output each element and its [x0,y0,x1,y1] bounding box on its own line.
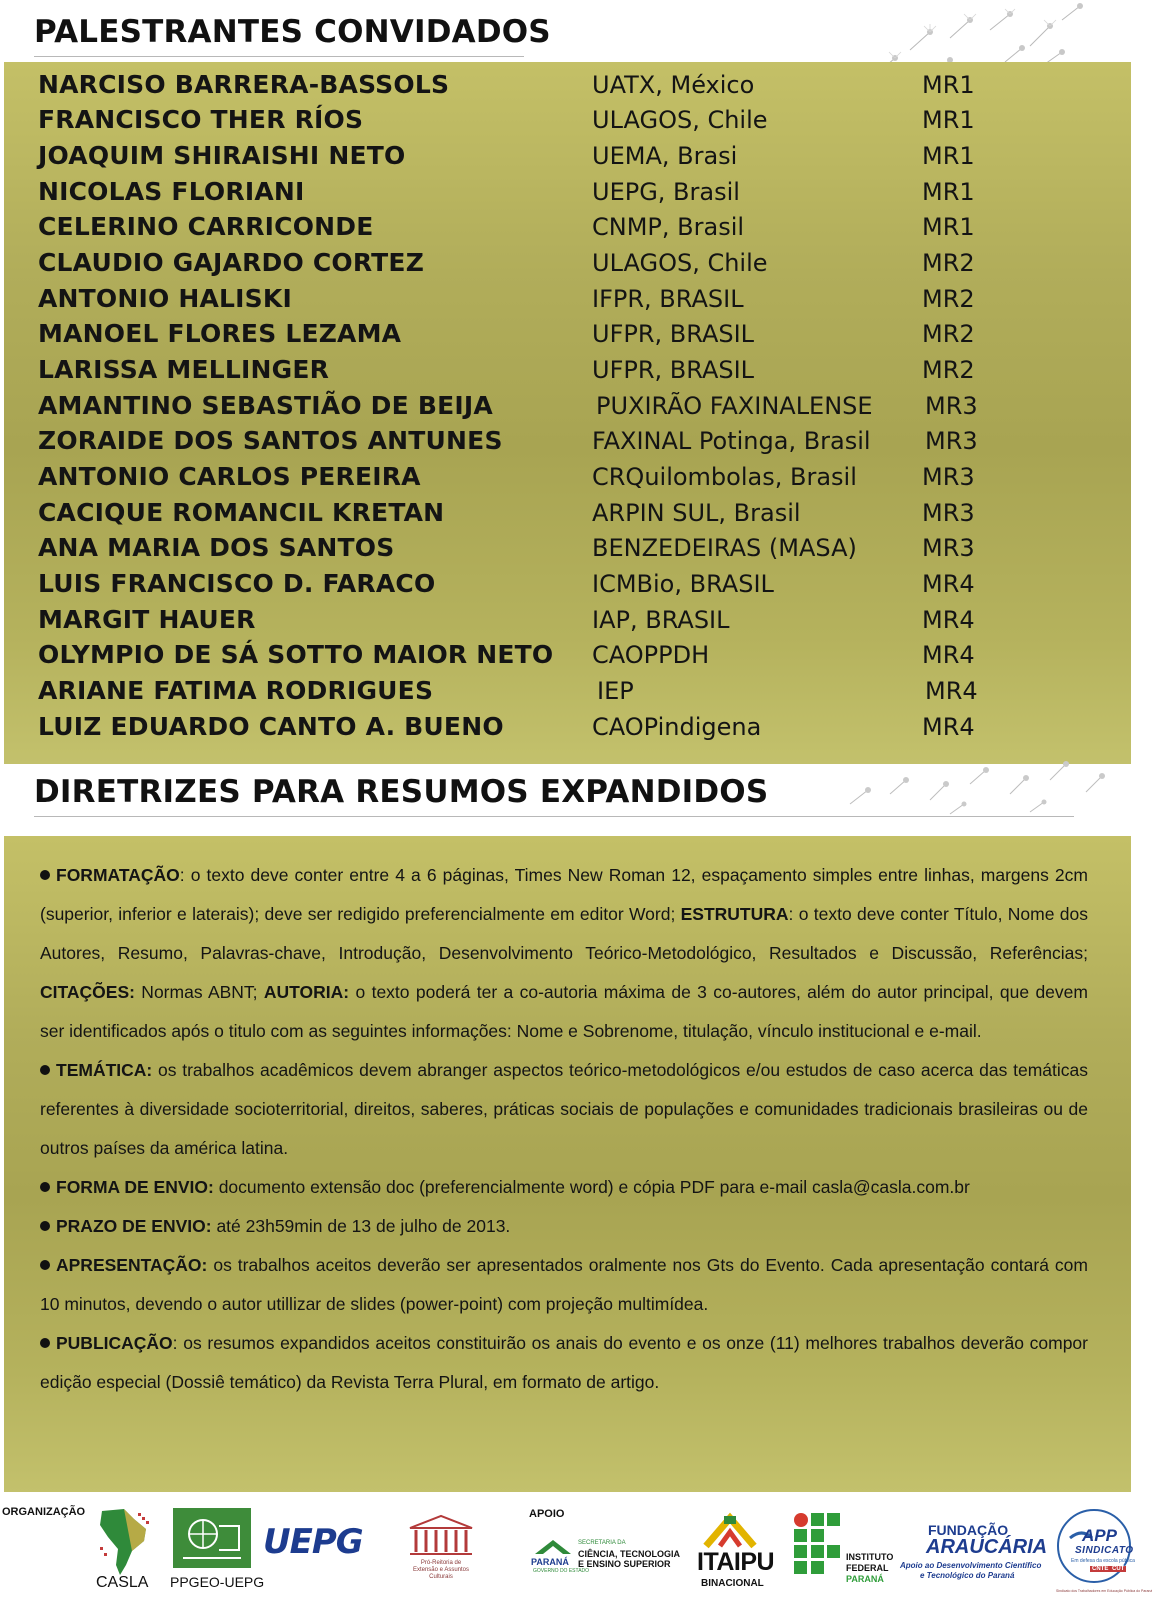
speaker-name: LARISSA MELLINGER [38,355,330,384]
speaker-group: MR1 [922,178,975,206]
speaker-group: MR1 [922,106,975,134]
proex-caption: Pró-Reitoria de Extensão e Assuntos Culturais [412,1560,470,1580]
guideline-label: FORMA DE ENVIO: [56,1177,214,1197]
speaker-institution: CAOPPDH [592,641,710,669]
speaker-row [38,496,1118,532]
app-badge-cnte: CNTE [1092,1566,1109,1572]
ppgeo-emblem-icon [173,1508,251,1568]
speaker-group: MR1 [922,213,975,241]
speaker-group: MR3 [922,534,975,562]
guideline-text: documento extensão doc (preferencialmente word) e cópia PDF para e-mail casla@casla.com.br [213,1177,970,1197]
speaker-name: MANOEL FLORES LEZAMA [38,319,402,348]
guideline-label: TEMÁTICA: [56,1060,153,1080]
speaker-name: JOAQUIM SHIRAISHI NETO [38,141,406,170]
guideline-tematica [40,1051,1088,1168]
speaker-institution: IAP, BRASIL [592,606,730,634]
speaker-name: CACIQUE ROMANCIL KRETAN [38,498,445,527]
speaker-group: MR4 [922,641,975,669]
speaker-institution: IFPR, BRASIL [592,285,744,313]
ifpr-line1: INSTITUTO [846,1552,894,1562]
speaker-institution: IEP [597,677,634,705]
speaker-institution: FAXINAL Potinga, Brasil [592,427,871,455]
speaker-group: MR1 [922,71,975,99]
speaker-institution: CNMP, Brasil [592,213,745,241]
guideline-label: ESTRUTURA [680,904,789,924]
speaker-group: MR2 [922,285,975,313]
speaker-name: NARCISO BARRERA-BASSOLS [38,70,450,99]
araucaria-line4: e Tecnológico do Paraná [920,1571,1015,1580]
secretaria-line1: CIÊNCIA, TECNOLOGIA [578,1549,681,1559]
guideline-formatacao [40,856,1088,1051]
speaker-group: MR3 [925,427,978,455]
speaker-institution: ULAGOS, Chile [592,106,768,134]
uepg-logo [263,1522,363,1562]
itaipu-subtitle: BINACIONAL [701,1578,764,1589]
guideline-forma-envio [40,1168,1088,1207]
speaker-name: AMANTINO SEBASTIÃO DE BEIJA [38,391,493,420]
speaker-group: MR4 [922,606,975,634]
speaker-institution: ICMBio, BRASIL [592,570,774,598]
speaker-name: CLAUDIO GAJARDO CORTEZ [38,248,425,277]
itaipu-name: ITAIPU [697,1548,775,1576]
speaker-row [38,424,1118,460]
speaker-row [38,603,1118,639]
guideline-text: : o texto deve conter Título, Nome dos Autores, Resumo, Palavras-chave, Introdução, Desenvolvimento Teórico-Metodológico, Resultados e Discussão, Referências; [40,904,1088,963]
speaker-institution: ULAGOS, Chile [592,249,768,277]
guideline-text: até 23h59min de 13 de julho de 2013. [211,1216,511,1236]
speaker-row [38,139,1118,175]
bullet-icon [40,1182,50,1192]
parana-tagline: GOVERNO DO ESTADO [533,1568,590,1574]
speaker-group: MR3 [922,463,975,491]
speaker-group: MR2 [922,320,975,348]
speaker-row [38,638,1118,674]
speaker-group: MR1 [922,142,975,170]
speaker-group: MR4 [922,713,975,741]
speaker-name: ANTONIO CARLOS PEREIRA [38,462,421,491]
speaker-institution: UATX, México [592,71,755,99]
guideline-text: os trabalhos aceitos deverão ser apresentados oralmente nos Gts do Evento. Cada apresentação contará com 10 minutos, devendo o autor utillizar de slides (power-point) com projeção multimídea. [40,1255,1088,1314]
speaker-name: ARIANE FATIMA RODRIGUES [38,676,434,705]
araucaria-line2: ARAUCÁRIA [926,1536,1048,1558]
guideline-text: Normas ABNT; [134,982,264,1002]
speaker-row [38,175,1118,211]
speaker-institution: UEPG, Brasil [592,178,740,206]
speaker-name: ANTONIO HALISKI [38,284,292,313]
bullet-icon [40,1221,50,1231]
ifpr-line2: FEDERAL [846,1563,889,1573]
bullet-icon [40,1065,50,1075]
parana-flag-icon [533,1538,573,1558]
bullet-icon [40,1338,50,1348]
speaker-institution: CRQuilombolas, Brasil [592,463,857,491]
app-tagline: Em defesa da escola pública [1071,1558,1135,1564]
guideline-label: CITAÇÕES: [40,982,135,1002]
secretaria-label: SECRETARIA DA [578,1540,626,1546]
guideline-apresentacao [40,1246,1088,1324]
speaker-group: MR2 [922,356,975,384]
casla-logo [94,1507,154,1577]
bullet-icon [40,870,50,880]
speakers-title: PALESTRANTES CONVIDADOS [34,14,551,50]
secretaria-line2: E ENSINO SUPERIOR [578,1559,671,1569]
guideline-text: o texto poderá ter a co-autoria máxima de 3 co-autores, além do autor principal, que devem ser identificados após o titulo com as seguintes informações: Nome e Sobrenome, titulação, vínculo institucional e e-mail. [40,982,1088,1041]
guidelines-body [40,856,1088,1402]
speaker-name: NICOLAS FLORIANI [38,177,305,206]
app-name: APP [1082,1526,1117,1545]
speaker-name: CELERINO CARRICONDE [38,212,374,241]
speaker-row [38,317,1118,353]
speaker-institution: PUXIRÃO FAXINALENSE [596,392,873,420]
guideline-text: os trabalhos acadêmicos devem abranger aspectos teórico-metodológicos e/ou estudos de caso acerca das temáticas referentes à diversidade socioterritorial, direitos, saberes, práticas sociais de populações e comunidades tradicionais brasileiras ou de outros países da américa latina. [40,1060,1088,1158]
speaker-institution: BENZEDEIRAS (MASA) [592,534,857,562]
speaker-institution: UFPR, BRASIL [592,356,755,384]
uepg-wordmark: UEPG [263,1522,363,1562]
guideline-prazo [40,1207,1088,1246]
speaker-group: MR3 [925,392,978,420]
speaker-name: MARGIT HAUER [38,605,256,634]
speaker-name: LUIS FRANCISCO D. FARACO [38,569,436,598]
araucaria-line3: Apoio ao Desenvolvimento Científico [900,1561,1042,1570]
speaker-row [38,674,1118,710]
organizacao-label: ORGANIZAÇÃO [2,1506,86,1518]
speakers-title-rule [34,56,524,57]
speaker-row [38,389,1118,425]
app-badge-cut: CUT [1112,1566,1125,1572]
guideline-label: APRESENTAÇÃO: [56,1255,208,1275]
speaker-row [38,103,1118,139]
guideline-label: FORMATAÇÃO [56,865,180,885]
speaker-group: MR3 [922,499,975,527]
speaker-institution: UEMA, Brasi [592,142,738,170]
proex-building-icon [406,1512,476,1556]
speaker-row [38,710,1118,746]
speaker-row [38,567,1118,603]
itaipu-emblem-icon [700,1514,760,1548]
guideline-publicacao [40,1324,1088,1402]
speaker-name: LUIZ EDUARDO CANTO A. BUENO [38,712,504,741]
guideline-text: : o texto deve conter entre 4 a 6 páginas, Times New Roman 12, espaçamento simples entre linhas, margens 2cm (superior, inferior e laterais); deve ser redigido preferencialmente em editor Word; [40,865,1088,924]
speaker-name: FRANCISCO THER RÍOS [38,105,364,134]
ifpr-line3: PARANÁ [846,1574,884,1584]
speaker-institution: ARPIN SUL, Brasil [592,499,801,527]
bullet-icon [40,1260,50,1270]
speaker-institution: UFPR, BRASIL [592,320,755,348]
speaker-row [38,460,1118,496]
app-subtitle: SINDICATO [1075,1545,1134,1556]
speaker-name: ZORAIDE DOS SANTOS ANTUNES [38,426,503,455]
speaker-row [38,68,1118,104]
speaker-row [38,531,1118,567]
speaker-row [38,246,1118,282]
speaker-row [38,353,1118,389]
guideline-label: AUTORIA: [263,982,350,1002]
ifpr-grid-icon [793,1512,841,1576]
speaker-row [38,282,1118,318]
guideline-label: PRAZO DE ENVIO: [56,1216,212,1236]
guideline-label: PUBLICAÇÃO [56,1333,173,1353]
guidelines-title: DIRETRIZES PARA RESUMOS EXPANDIDOS [34,774,769,810]
speaker-group: MR4 [922,570,975,598]
speaker-name: ANA MARIA DOS SANTOS [38,533,395,562]
speaker-institution: CAOPindigena [592,713,762,741]
speaker-group: MR4 [925,677,978,705]
dandelion-decoration-middle [840,754,1120,824]
casla-caption: CASLA [96,1574,149,1591]
speaker-name: OLYMPIO DE SÁ SOTTO MAIOR NETO [38,640,554,669]
guidelines-title-rule [34,816,1074,817]
guideline-text: : os resumos expandidos aceitos constituirão os anais do evento e os onze (11) melhores trabalhos deverão compor edição especial (Dossiê temático) da Revista Terra Plural, em formato de artigo. [40,1333,1088,1392]
araucaria-line1: FUNDAÇÃO [928,1522,1009,1538]
speaker-group: MR2 [922,249,975,277]
ppgeo-caption: PPGEO-UEPG [170,1574,265,1590]
speaker-row [38,210,1118,246]
app-footnote: Sindicato dos Trabalhadores em Educação Pública do Paraná [1056,1589,1152,1593]
ppgeo-logo [173,1508,251,1568]
parana-name: PARANÁ [531,1557,569,1567]
apoio-label: APOIO [529,1508,565,1520]
